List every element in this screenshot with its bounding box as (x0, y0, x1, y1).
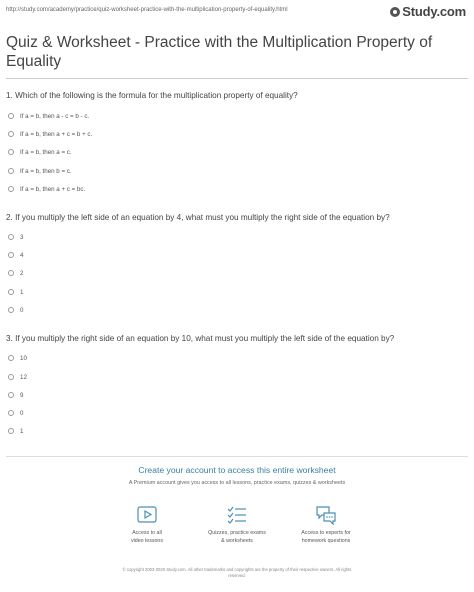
radio-icon[interactable] (8, 252, 14, 258)
question-1-option-5[interactable] (8, 183, 85, 195)
question-2: 2. If you multiply the left side of an equation by 4, what must you multiply the right side of the equation by? (6, 213, 390, 222)
radio-icon[interactable] (8, 149, 14, 155)
chat-bubbles-icon (315, 505, 337, 525)
option-label: If a = b, then a + c = bc. (20, 185, 86, 193)
feature-label: homework questions (301, 538, 351, 544)
question-2-option-4[interactable] (8, 286, 23, 298)
radio-icon[interactable] (8, 410, 14, 416)
copyright-line: reserved. (228, 573, 246, 578)
feature-label: Access to experts for (301, 530, 351, 536)
feature-quizzes (197, 505, 277, 545)
question-1-option-3[interactable] (8, 146, 72, 158)
radio-icon[interactable] (8, 355, 14, 361)
question-3-option-5[interactable] (8, 425, 23, 437)
question-2-option-3[interactable] (8, 267, 23, 279)
radio-icon[interactable] (8, 428, 14, 434)
title-divider (6, 78, 468, 79)
question-3-option-1[interactable] (8, 352, 27, 364)
study-logo-text: Study.com (402, 4, 466, 19)
radio-icon[interactable] (8, 270, 14, 276)
option-label: 1 (20, 427, 24, 435)
question-2-option-2[interactable] (8, 249, 23, 261)
option-label: 4 (20, 251, 24, 259)
question-2-option-5[interactable] (8, 304, 23, 316)
question-2-option-1[interactable] (8, 231, 23, 243)
study-logo-icon (390, 7, 400, 17)
page-url: http://study.com/academy/practice/quiz-worksheet-practice-with-the-multiplication-property-of-equality.html (6, 7, 288, 13)
question-3-option-3[interactable] (8, 389, 23, 401)
option-label: 12 (20, 373, 27, 381)
feature-label: video lessons (130, 538, 164, 544)
feature-video-lessons (107, 505, 187, 545)
question-1: 1. Which of the following is the formula for the multiplication property of equality? (6, 91, 298, 100)
option-label: 0 (20, 306, 24, 314)
radio-icon[interactable] (8, 113, 14, 119)
option-label: 10 (20, 354, 27, 362)
copyright-line: © copyright 2003-2020 Study.com. All other trademarks and copyrights are the property of their respective owners. All rights (122, 567, 352, 572)
option-label: If a = b, then b = c. (20, 167, 72, 175)
question-1-option-1[interactable] (8, 110, 89, 122)
question-1-option-4[interactable] (8, 165, 72, 177)
radio-icon[interactable] (8, 186, 14, 192)
option-label: If a = b, then a = c. (20, 148, 72, 156)
option-label: 9 (20, 391, 24, 399)
footer-divider (6, 456, 468, 457)
option-label: If a = b, then a - c = b - c. (20, 112, 90, 120)
quiz-checklist-icon (226, 505, 248, 525)
option-label: 0 (20, 409, 24, 417)
option-label: If a = b, then a + c = b + c. (20, 130, 93, 138)
study-logo[interactable] (390, 4, 466, 19)
feature-label: & worksheets (221, 538, 253, 544)
question-3: 3. If you multiply the right side of an equation by 10, what must you multiply the left side of the equation by? (6, 334, 395, 343)
top-bar (6, 5, 468, 21)
radio-icon[interactable] (8, 168, 14, 174)
question-3-option-2[interactable] (8, 371, 27, 383)
question-1-option-2[interactable] (8, 128, 92, 140)
create-account-link[interactable]: Create your account to access this entire worksheet (138, 465, 336, 475)
worksheet-title: Quiz & Worksheet - Practice with the Multiplication Property of Equality (6, 34, 433, 70)
question-3-option-4[interactable] (8, 407, 23, 419)
feature-experts (286, 505, 366, 545)
radio-icon[interactable] (8, 307, 14, 313)
radio-icon[interactable] (8, 234, 14, 240)
option-label: 3 (20, 233, 24, 241)
option-label: 2 (20, 269, 24, 277)
feature-label: Access to all (132, 530, 162, 536)
feature-label: Quizzes, practice exams (208, 530, 266, 536)
copyright-notice (90, 567, 384, 579)
radio-icon[interactable] (8, 289, 14, 295)
video-lesson-icon (136, 505, 158, 525)
radio-icon[interactable] (8, 374, 14, 380)
radio-icon[interactable] (8, 131, 14, 137)
radio-icon[interactable] (8, 392, 14, 398)
option-label: 1 (20, 288, 24, 296)
premium-description: A Premium account gives you access to all lessons, practice exams, quizzes & worksheets (128, 480, 346, 486)
